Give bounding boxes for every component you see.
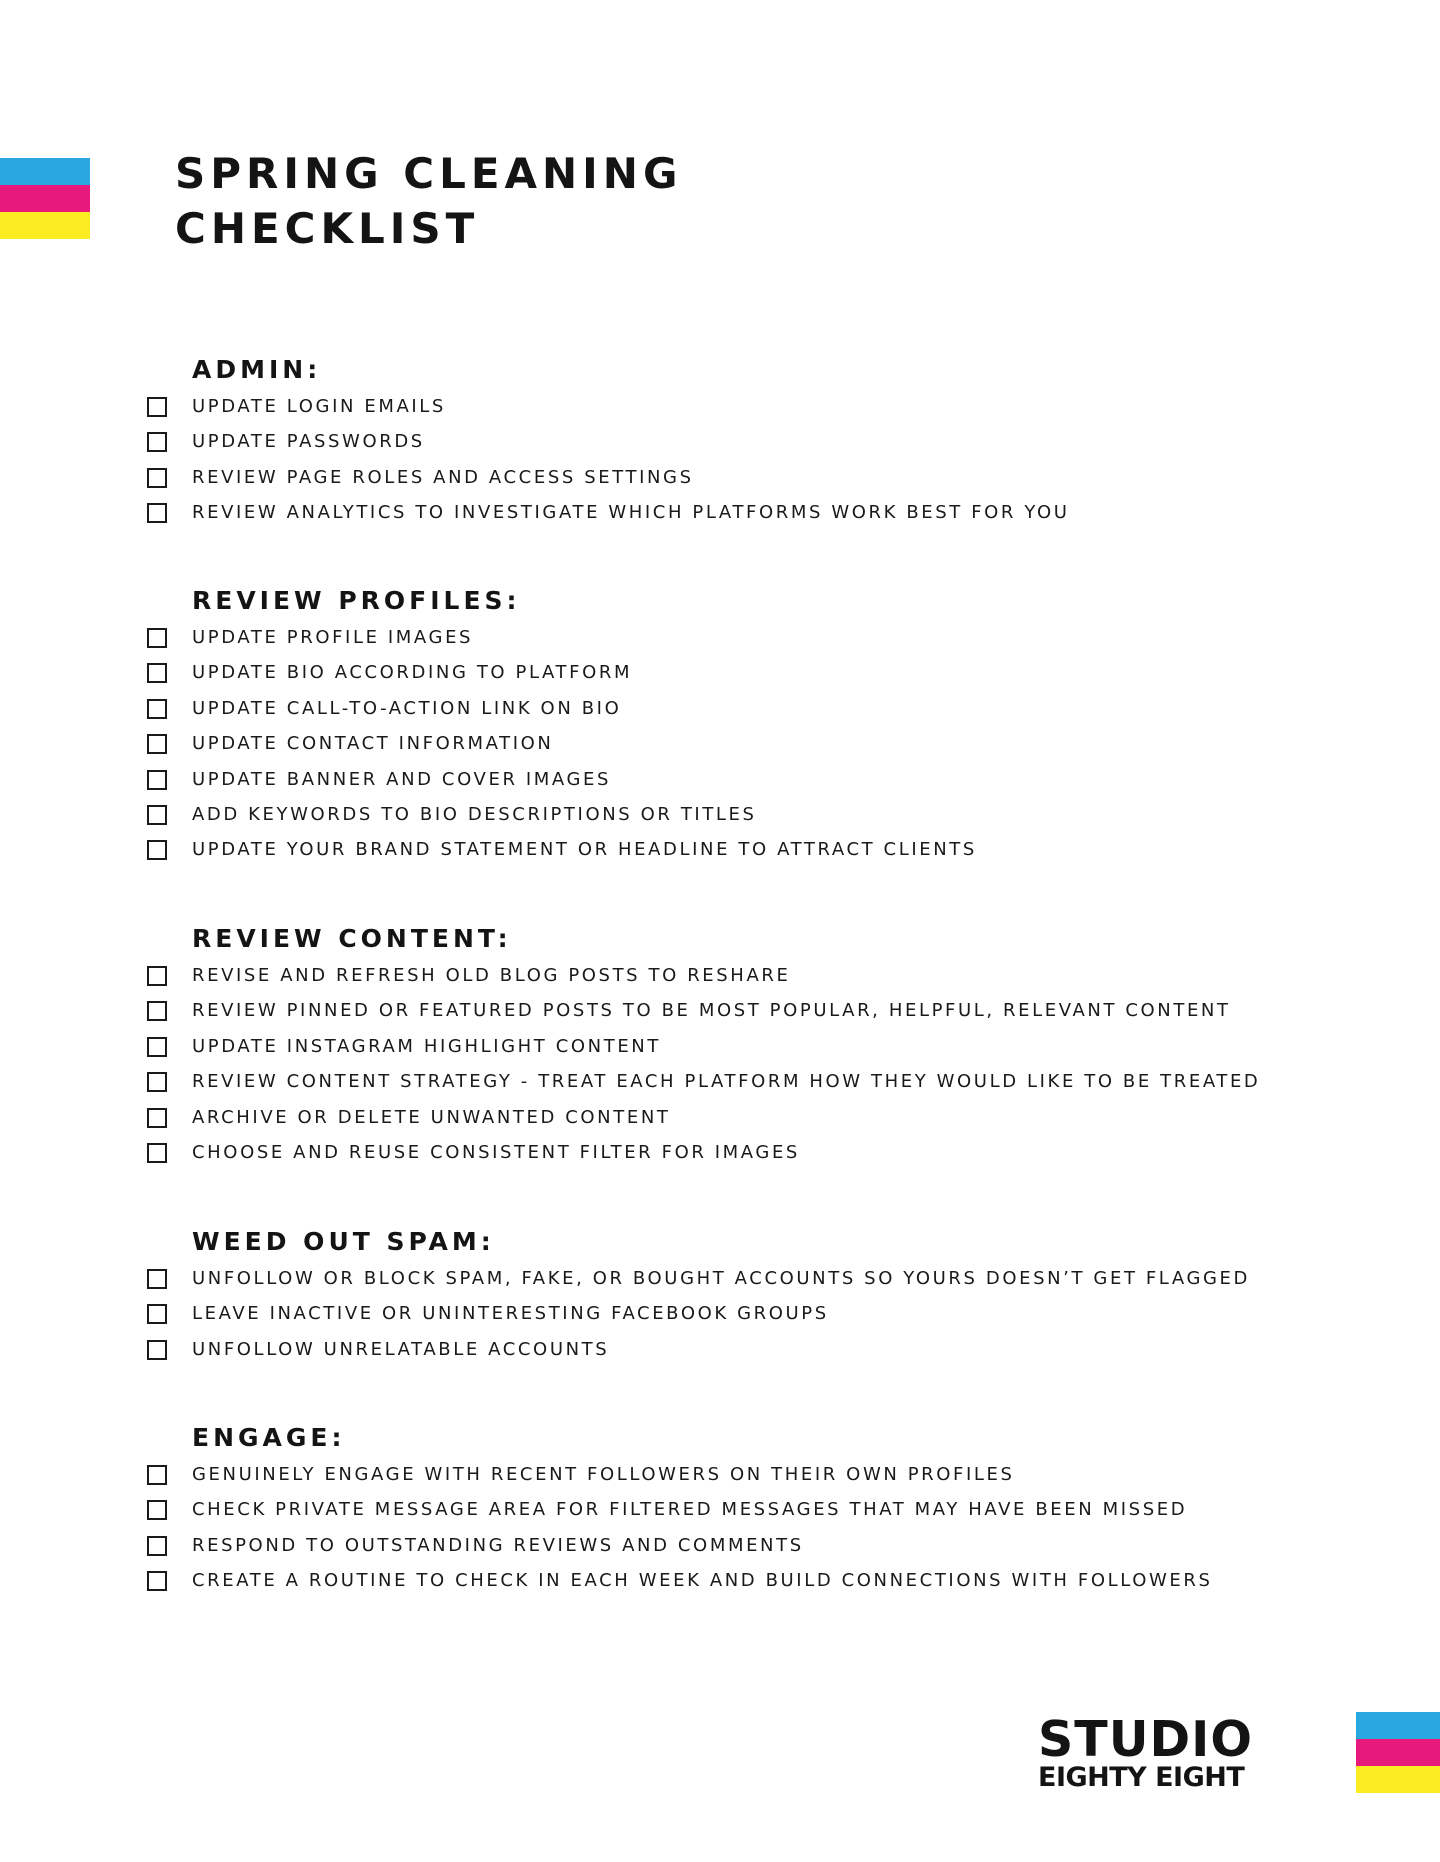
checklist-item xyxy=(0,624,1400,654)
checklist-item-label: REVIEW ANALYTICS TO INVESTIGATE WHICH PLATFORMS WORK BEST FOR YOU xyxy=(192,502,1070,524)
checkbox[interactable] xyxy=(147,663,167,683)
checklist-item-label: UPDATE INSTAGRAM HIGHLIGHT CONTENT xyxy=(192,1035,661,1057)
checklist-item-label: ADD KEYWORDS TO BIO DESCRIPTIONS OR TITLES xyxy=(192,804,757,825)
logo-line-1: STUDIO xyxy=(1038,1711,1254,1768)
page-title xyxy=(175,146,682,256)
yellow-bar xyxy=(1356,1766,1440,1793)
checklist-item xyxy=(0,1104,1400,1134)
checklist-item xyxy=(0,1068,1400,1098)
logo-line-2: EIGHTY EIGHT xyxy=(1038,1762,1245,1793)
checklist-item xyxy=(0,659,1400,689)
checkbox[interactable] xyxy=(147,770,167,790)
checklist-item xyxy=(0,464,1400,494)
checklist-item-label: UPDATE CALL-TO-ACTION LINK ON BIO xyxy=(192,697,622,719)
checkbox[interactable] xyxy=(147,1001,167,1021)
checkbox[interactable] xyxy=(147,1037,167,1057)
section-heading: REVIEW CONTENT: xyxy=(192,924,512,953)
section-heading: ENGAGE: xyxy=(192,1423,346,1452)
title-line-1: SPRING CLEANING xyxy=(175,149,683,198)
checklist-item-label: UPDATE LOGIN EMAILS xyxy=(192,396,446,417)
checkbox[interactable] xyxy=(147,1571,167,1591)
checklist-item xyxy=(0,801,1400,831)
cyan-bar xyxy=(0,158,90,185)
checklist-item xyxy=(0,997,1400,1027)
checklist-item xyxy=(0,836,1400,866)
section-heading: REVIEW PROFILES: xyxy=(192,586,521,615)
checklist-item xyxy=(0,695,1400,725)
checklist-item xyxy=(0,1336,1400,1366)
checklist-item-label: REVISE AND REFRESH OLD BLOG POSTS TO RESHARE xyxy=(192,965,791,986)
checkbox[interactable] xyxy=(147,468,167,488)
checkbox[interactable] xyxy=(147,966,167,986)
checklist-item-label: UPDATE PASSWORDS xyxy=(192,431,425,453)
checklist-item xyxy=(0,499,1400,529)
checkbox[interactable] xyxy=(147,1340,167,1360)
checkbox[interactable] xyxy=(147,840,167,860)
checkbox[interactable] xyxy=(147,503,167,523)
checklist-item-label: REVIEW CONTENT STRATEGY - TREAT EACH PLATFORM HOW THEY WOULD LIKE TO BE TREATED xyxy=(192,1071,1261,1093)
checklist-item xyxy=(0,393,1400,423)
checklist-item xyxy=(0,766,1400,796)
studio-logo xyxy=(1038,1711,1254,1793)
magenta-bar xyxy=(0,185,90,212)
checklist-item xyxy=(0,1532,1400,1562)
checklist-item-label: REVIEW PINNED OR FEATURED POSTS TO BE MOST POPULAR, HELPFUL, RELEVANT CONTENT xyxy=(192,1000,1231,1022)
checkbox[interactable] xyxy=(147,1108,167,1128)
checkbox[interactable] xyxy=(147,1304,167,1324)
color-stripe-bottom xyxy=(1356,1712,1440,1793)
checkbox[interactable] xyxy=(147,397,167,417)
checkbox[interactable] xyxy=(147,734,167,754)
checklist-item xyxy=(0,1496,1400,1526)
cyan-bar xyxy=(1356,1712,1440,1739)
section-heading: WEED OUT SPAM: xyxy=(192,1227,495,1256)
checklist-item xyxy=(0,1033,1400,1063)
checklist-item xyxy=(0,428,1400,458)
checklist-item-label: UPDATE BIO ACCORDING TO PLATFORM xyxy=(192,662,633,684)
checkbox[interactable] xyxy=(147,1072,167,1092)
title-line-2: CHECKLIST xyxy=(175,204,480,253)
checkbox[interactable] xyxy=(147,432,167,452)
checklist-item-label: RESPOND TO OUTSTANDING REVIEWS AND COMMENTS xyxy=(192,1534,804,1556)
checklist-item-label: UPDATE YOUR BRAND STATEMENT OR HEADLINE TO ATTRACT CLIENTS xyxy=(192,839,977,861)
checklist-item-label: CHECK PRIVATE MESSAGE AREA FOR FILTERED MESSAGES THAT MAY HAVE BEEN MISSED xyxy=(192,1499,1188,1521)
yellow-bar xyxy=(0,212,90,239)
checklist-item xyxy=(0,1139,1400,1169)
checklist-item xyxy=(0,730,1400,760)
checklist-item-label: UNFOLLOW UNRELATABLE ACCOUNTS xyxy=(192,1338,610,1360)
checkbox[interactable] xyxy=(147,1465,167,1485)
checklist-item xyxy=(0,1567,1400,1597)
checkbox[interactable] xyxy=(147,699,167,719)
checklist-item-label: UPDATE BANNER AND COVER IMAGES xyxy=(192,768,612,790)
checklist-item-label: UPDATE CONTACT INFORMATION xyxy=(192,733,554,755)
checklist-item-label: LEAVE INACTIVE OR UNINTERESTING FACEBOOK GROUPS xyxy=(192,1303,829,1325)
color-stripe-top xyxy=(0,158,90,239)
checklist-item-label: REVIEW PAGE ROLES AND ACCESS SETTINGS xyxy=(192,466,694,488)
checkbox[interactable] xyxy=(147,1269,167,1289)
checklist-item xyxy=(0,1300,1400,1330)
checkbox[interactable] xyxy=(147,628,167,648)
checklist-item-label: UPDATE PROFILE IMAGES xyxy=(192,627,474,648)
checklist-item xyxy=(0,962,1400,992)
checklist-item xyxy=(0,1265,1400,1295)
checklist-item-label: CHOOSE AND REUSE CONSISTENT FILTER FOR IMAGES xyxy=(192,1142,800,1163)
checkbox[interactable] xyxy=(147,1500,167,1520)
checklist-item xyxy=(0,1461,1400,1491)
checklist-item-label: ARCHIVE OR DELETE UNWANTED CONTENT xyxy=(192,1106,671,1128)
checkbox[interactable] xyxy=(147,1143,167,1163)
magenta-bar xyxy=(1356,1739,1440,1766)
checklist-item-label: CREATE A ROUTINE TO CHECK IN EACH WEEK AND BUILD CONNECTIONS WITH FOLLOWERS xyxy=(192,1570,1213,1592)
checkbox[interactable] xyxy=(147,1536,167,1556)
section-heading: ADMIN: xyxy=(192,355,322,384)
checkbox[interactable] xyxy=(147,805,167,825)
checklist-item-label: GENUINELY ENGAGE WITH RECENT FOLLOWERS ON THEIR OWN PROFILES xyxy=(192,1464,1015,1485)
checklist-item-label: UNFOLLOW OR BLOCK SPAM, FAKE, OR BOUGHT ACCOUNTS SO YOURS DOESN’T GET FLAGGED xyxy=(192,1268,1250,1289)
